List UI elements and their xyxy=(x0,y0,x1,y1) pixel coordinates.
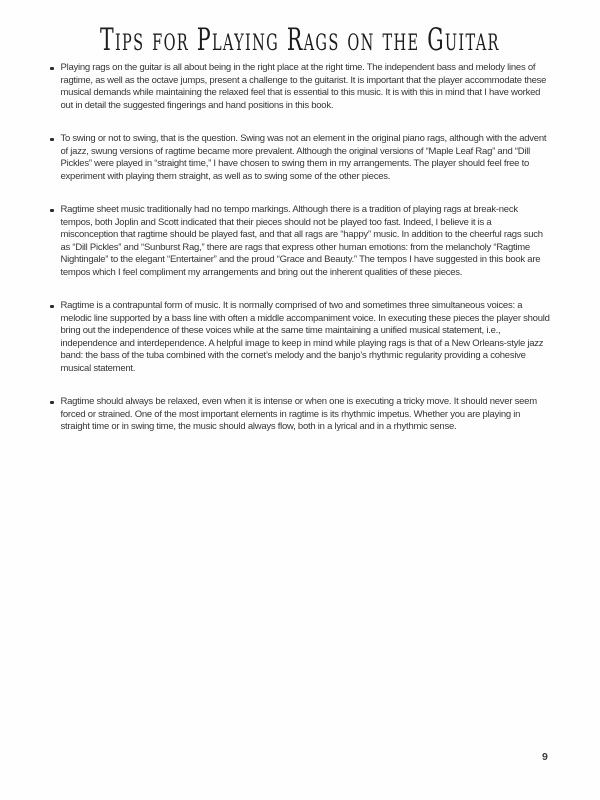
list-item xyxy=(50,62,550,112)
bullet-icon xyxy=(50,138,54,142)
bullet-text: To swing or not to swing, that is the question. Swing was not an element in the original piano rags, although with the advent of jazz, swung versions of ragtime became more prevalent. Although the original versions of “Maple Leaf Rag” and “Dill Pickles” were played in “straight time,” I have chosen to swing them in my arrangements. The player should feel free to experiment with playing them straight, as well as to swing some of the other pieces. xyxy=(60,133,547,182)
bullet-text: Ragtime should always be relaxed, even when it is intense or when one is executing a tricky move. It should never seem forced or strained. One of the most important elements in ragtime is its rhythmic impetus. Whether you are playing in straight time or in swing time, the music should always flow, both in a lyrical and in a rhythmic sense. xyxy=(60,396,537,432)
tips-list xyxy=(50,62,550,455)
bullet-icon xyxy=(50,209,54,213)
bullet-text: Ragtime sheet music traditionally had no tempo markings. Although there is a tradition of playing rags at break-neck tempos, both Joplin and Scott indicated that their pieces should not be played too fast. Indeed, I believe it is a misconception that ragtime should be played fast, and that all rags are “happy” music. In addition to the cheerful rags such as “Dill Pickles” and “Sunburst Rag,” there are rags that express other human emotions: from the melancholy “Ragtime Nightingale” to the elegant “Entertainer” and the proud “Grace and Beauty.” The tempos I have suggested in this book are tempos which I feel compliment my arrangements and bring out the inherent qualities of these pieces. xyxy=(60,204,543,278)
list-item xyxy=(50,133,550,183)
bullet-text: Playing rags on the guitar is all about being in the right place at the right time. The independent bass and melody lines of ragtime, as well as the octave jumps, present a challenge to the guitarist. It is important that the player accommodate these musical demands while maintaining the relaxed feel that is essential to this music. It is with this in mind that I have worked out in detail the suggested fingerings and hand positions in this book. xyxy=(60,62,547,111)
page-title: Tips for Playing Rags on the Guitar xyxy=(100,22,500,58)
bullet-icon xyxy=(50,67,54,71)
bullet-text: Ragtime is a contrapuntal form of music. It is normally comprised of two and sometimes three simultaneous voices: a melodic line supported by a bass line with often a middle accompaniment voice. In executing these pieces the player should bring out the independence of these voices while at the same time maintaining a unified musical statement, i.e., independence and interdependence. A helpful image to keep in mind while playing rags is that of a New Orleans-style jazz band: the bass of the tuba combined with the cornet’s melody and the banjo’s rhythmic regularity providing a cohesive musical statement. xyxy=(60,300,550,374)
list-item xyxy=(50,300,550,375)
list-item xyxy=(50,204,550,279)
bullet-icon xyxy=(50,401,54,405)
bullet-icon xyxy=(50,305,54,309)
page-number: 9 xyxy=(542,751,548,763)
title-block xyxy=(0,22,600,58)
list-item xyxy=(50,396,550,434)
